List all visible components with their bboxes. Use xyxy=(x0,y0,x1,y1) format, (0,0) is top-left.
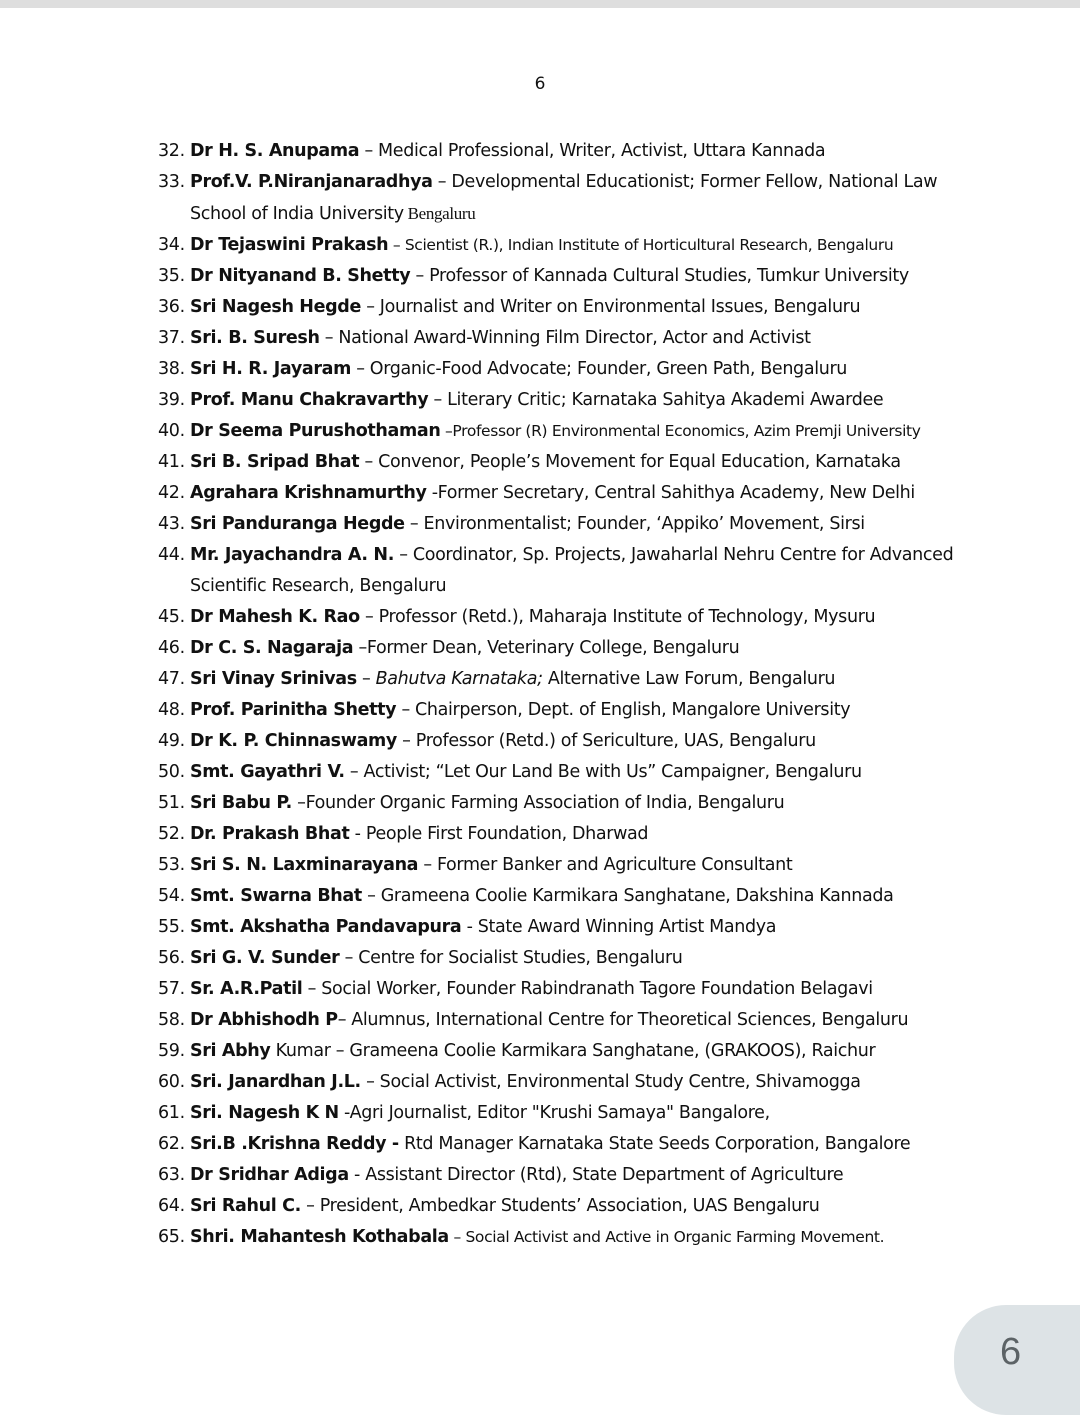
item-number: 48. xyxy=(158,700,185,720)
list-item xyxy=(158,695,958,726)
item-number: 63. xyxy=(158,1165,185,1185)
list-item xyxy=(158,881,958,912)
person-description: – Medical Professional, Writer, Activist, Uttara Kannada xyxy=(359,141,826,161)
item-number: 60. xyxy=(158,1072,185,1092)
person-description-tail: Bengaluru xyxy=(403,204,476,223)
list-item xyxy=(158,943,958,974)
item-number: 43. xyxy=(158,514,185,534)
person-description: –Founder Organic Farming Association of India, Bengaluru xyxy=(291,793,785,813)
list-item xyxy=(158,540,958,602)
list-item xyxy=(158,633,958,664)
item-number: 34. xyxy=(158,235,185,255)
page-indicator-badge xyxy=(954,1305,1080,1415)
item-number: 54. xyxy=(158,886,185,906)
list-item xyxy=(158,664,958,695)
list-item xyxy=(158,323,958,354)
list-item xyxy=(158,912,958,943)
person-name: Sri H. R. Jayaram xyxy=(190,359,351,379)
person-name: Prof. Manu Chakravarthy xyxy=(190,390,429,410)
list-item xyxy=(158,292,958,323)
item-number: 42. xyxy=(158,483,185,503)
list-item xyxy=(158,354,958,385)
item-number: 62. xyxy=(158,1134,185,1154)
person-name: Sri S. N. Laxminarayana xyxy=(190,855,419,875)
page-number-header: 6 xyxy=(534,74,546,94)
list-item xyxy=(158,1067,958,1098)
person-description: – Alumnus, International Centre for Theoretical Sciences, Bengaluru xyxy=(337,1010,909,1030)
list-item xyxy=(158,261,958,292)
item-number: 41. xyxy=(158,452,185,472)
person-description: – Journalist and Writer on Environmental Issues, Bengaluru xyxy=(360,297,861,317)
item-number: 56. xyxy=(158,948,185,968)
item-number: 65. xyxy=(158,1227,185,1247)
list-item xyxy=(158,757,958,788)
person-name: Sri Vinay Srinivas xyxy=(190,669,357,689)
person-description: - Assistant Director (Rtd), State Department of Agriculture xyxy=(348,1165,844,1185)
person-description: – Coordinator, Sp. Projects, Jawaharlal Nehru Centre for Advanced Scientific Research, Bengaluru xyxy=(190,545,954,596)
list-item xyxy=(158,1129,958,1160)
item-number: 38. xyxy=(158,359,185,379)
page-indicator-number: 6 xyxy=(1000,1331,1022,1373)
person-description: – Environmentalist; Founder, ‘Appiko’ Movement, Sirsi xyxy=(404,514,865,534)
person-description: – Centre for Socialist Studies, Bengaluru xyxy=(339,948,683,968)
person-name: Dr Nityanand B. Shetty xyxy=(190,266,411,286)
list-item xyxy=(158,509,958,540)
person-description-dash: – xyxy=(356,669,376,689)
list-item xyxy=(158,447,958,478)
person-name: Dr C. S. Nagaraja xyxy=(190,638,354,658)
person-name: Prof.V. P.Niranjanaradhya xyxy=(190,172,433,192)
list-item xyxy=(158,136,958,167)
list-item xyxy=(158,726,958,757)
person-description: Alternative Law Forum, Bengaluru xyxy=(542,669,836,689)
item-number: 52. xyxy=(158,824,185,844)
person-description: -Former Secretary, Central Sahithya Academy, New Delhi xyxy=(426,483,915,503)
person-description: Kumar – Grameena Coolie Karmikara Sanghatane, (GRAKOOS), Raichur xyxy=(270,1041,876,1061)
person-name: Smt. Gayathri V. xyxy=(190,762,345,782)
person-name: Agrahara Krishnamurthy xyxy=(190,483,427,503)
person-description: – Convenor, People’s Movement for Equal Education, Karnataka xyxy=(359,452,901,472)
list-item xyxy=(158,416,958,447)
person-name: Mr. Jayachandra A. N. xyxy=(190,545,395,565)
item-number: 35. xyxy=(158,266,185,286)
item-number: 58. xyxy=(158,1010,185,1030)
top-bar xyxy=(0,0,1080,8)
person-description: – Literary Critic; Karnataka Sahitya Akademi Awardee xyxy=(428,390,884,410)
item-number: 36. xyxy=(158,297,185,317)
person-description: -Agri Journalist, Editor "Krushi Samaya" Bangalore, xyxy=(338,1103,770,1123)
person-name: Prof. Parinitha Shetty xyxy=(190,700,397,720)
person-description: – National Award-Winning Film Director, Actor and Activist xyxy=(319,328,811,348)
person-description: –Former Dean, Veterinary College, Bengaluru xyxy=(353,638,740,658)
person-name: Sri B. Sripad Bhat xyxy=(190,452,360,472)
item-number: 49. xyxy=(158,731,185,751)
list-item xyxy=(158,1160,958,1191)
list-item xyxy=(158,230,958,261)
list-item xyxy=(158,385,958,416)
list-item xyxy=(158,1005,958,1036)
item-number: 45. xyxy=(158,607,185,627)
list-item xyxy=(158,788,958,819)
list-item xyxy=(158,850,958,881)
person-description: – Chairperson, Dept. of English, Mangalore University xyxy=(396,700,851,720)
person-name: Sri. B. Suresh xyxy=(190,328,320,348)
person-name: Smt. Akshatha Pandavapura xyxy=(190,917,462,937)
person-name: Sri G. V. Sunder xyxy=(190,948,340,968)
item-number: 64. xyxy=(158,1196,185,1216)
signatory-list xyxy=(158,136,958,1253)
item-number: 39. xyxy=(158,390,185,410)
item-number: 59. xyxy=(158,1041,185,1061)
person-name: Sri Panduranga Hegde xyxy=(190,514,405,534)
person-name: Sri. Nagesh K N xyxy=(190,1103,339,1123)
item-number: 37. xyxy=(158,328,185,348)
list-item xyxy=(158,1098,958,1129)
person-description: - State Award Winning Artist Mandya xyxy=(461,917,777,937)
item-number: 50. xyxy=(158,762,185,782)
list-item xyxy=(158,167,958,230)
item-number: 40. xyxy=(158,421,185,441)
person-description: – Professor (Retd.), Maharaja Institute of Technology, Mysuru xyxy=(359,607,876,627)
person-name: Smt. Swarna Bhat xyxy=(190,886,362,906)
person-description: – Organic-Food Advocate; Founder, Green Path, Bengaluru xyxy=(350,359,848,379)
list-item xyxy=(158,1036,958,1067)
item-number: 32. xyxy=(158,141,185,161)
person-name: Sri Nagesh Hegde xyxy=(190,297,361,317)
person-description: - People First Foundation, Dharwad xyxy=(349,824,649,844)
person-description: – Grameena Coolie Karmikara Sanghatane, Dakshina Kannada xyxy=(361,886,894,906)
person-name: Dr Abhishodh P xyxy=(190,1010,338,1030)
person-name: Sri.B .Krishna Reddy - xyxy=(190,1134,399,1154)
person-description: – Social Activist and Active in Organic Farming Movement. xyxy=(448,1228,885,1246)
person-description: – President, Ambedkar Students’ Association, UAS Bengaluru xyxy=(300,1196,820,1216)
person-name: Dr Sridhar Adiga xyxy=(190,1165,349,1185)
list-item xyxy=(158,602,958,633)
item-number: 47. xyxy=(158,669,185,689)
person-name: Sri. Janardhan J.L. xyxy=(190,1072,361,1092)
item-number: 61. xyxy=(158,1103,185,1123)
person-description: – Professor (Retd.) of Sericulture, UAS, Bengaluru xyxy=(396,731,816,751)
list-item xyxy=(158,1191,958,1222)
person-name: Dr Mahesh K. Rao xyxy=(190,607,360,627)
person-name: Dr Tejaswini Prakash xyxy=(190,235,389,255)
person-name: Sri Abhy xyxy=(190,1041,271,1061)
person-name: Sr. A.R.Patil xyxy=(190,979,303,999)
person-description: – Social Worker, Founder Rabindranath Tagore Foundation Belagavi xyxy=(302,979,873,999)
person-description: Rtd Manager Karnataka State Seeds Corporation, Bangalore xyxy=(398,1134,911,1154)
person-name: Sri Babu P. xyxy=(190,793,292,813)
person-description: – Professor of Kannada Cultural Studies, Tumkur University xyxy=(410,266,909,286)
person-description: – Activist; “Let Our Land Be with Us” Campaigner, Bengaluru xyxy=(344,762,862,782)
list-item xyxy=(158,1222,958,1253)
person-name: Dr K. P. Chinnaswamy xyxy=(190,731,397,751)
item-number: 53. xyxy=(158,855,185,875)
person-description: – Social Activist, Environmental Study Centre, Shivamogga xyxy=(360,1072,861,1092)
item-number: 44. xyxy=(158,545,185,565)
list-item xyxy=(158,819,958,850)
item-number: 51. xyxy=(158,793,185,813)
person-name: Dr Seema Purushothaman xyxy=(190,421,441,441)
item-number: 57. xyxy=(158,979,185,999)
person-name: Shri. Mahantesh Kothabala xyxy=(190,1227,449,1247)
item-number: 46. xyxy=(158,638,185,658)
person-description: – Developmental Educationist; Former Fellow, National Law School of India University xyxy=(190,172,938,224)
person-name: Dr. Prakash Bhat xyxy=(190,824,350,844)
person-name: Dr H. S. Anupama xyxy=(190,141,360,161)
person-description: – Former Banker and Agriculture Consultant xyxy=(418,855,793,875)
item-number: 55. xyxy=(158,917,185,937)
organization-name-italic: Bahutva Karnataka; xyxy=(375,669,543,689)
list-item xyxy=(158,974,958,1005)
list-item xyxy=(158,478,958,509)
person-name: Sri Rahul C. xyxy=(190,1196,301,1216)
item-number: 33. xyxy=(158,172,185,192)
person-description: –Professor (R) Environmental Economics, Azim Premji University xyxy=(440,422,921,440)
person-description: – Scientist (R.), Indian Institute of Horticultural Research, Bengaluru xyxy=(388,236,894,254)
